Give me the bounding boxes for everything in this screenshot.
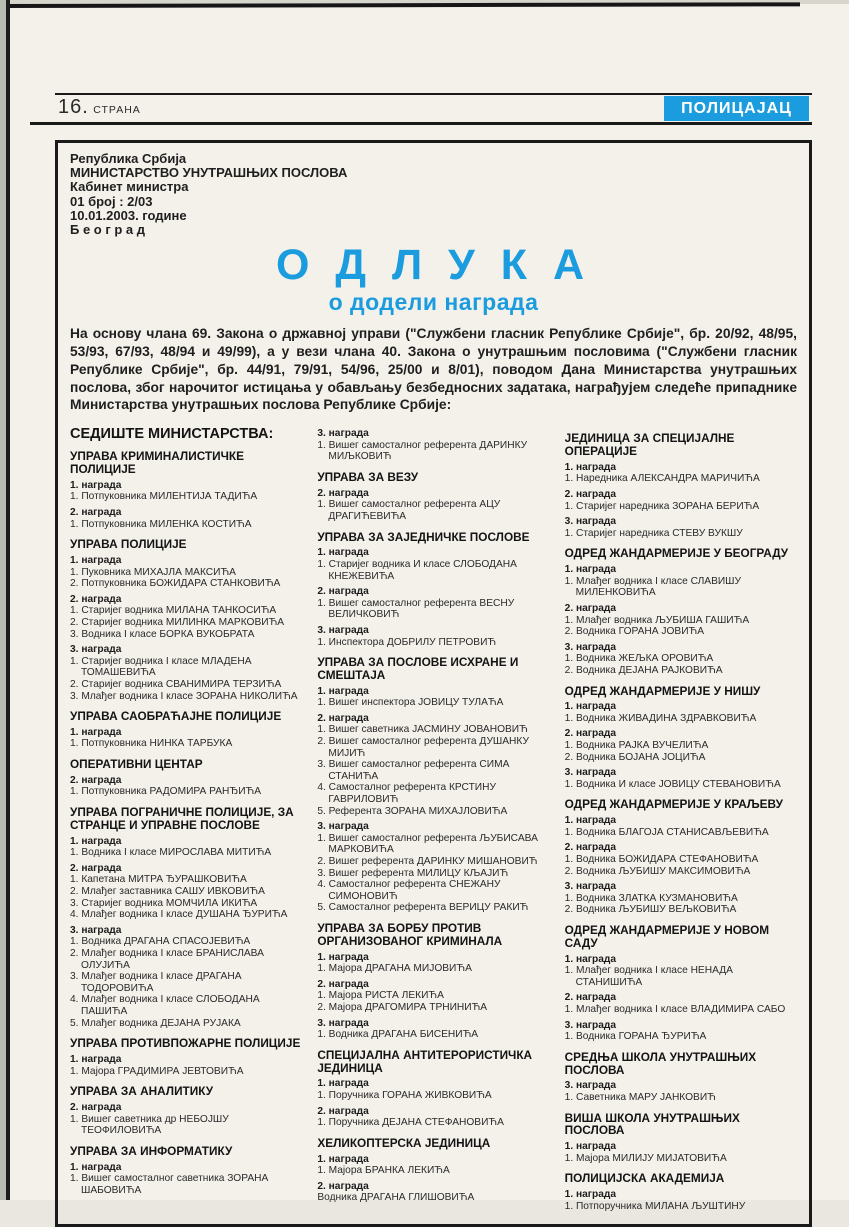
recipient-item: 2. Водника ЉУБИШУ МАКСИМОВИЋА	[564, 865, 751, 877]
decision-document-box	[55, 140, 812, 1227]
award-label: 2. награда	[70, 862, 122, 874]
recipient-item: 1. Вишег самосталног референта ВЕСНУ ВЕЛИЧКОВИЋ	[317, 597, 515, 621]
award-label: 1. награда	[317, 951, 369, 963]
recipient-item: 1. Водника ЖЕЉКА ОРОВИЋА	[564, 653, 714, 665]
award-label: 2. награда	[564, 992, 617, 1004]
recipient-item: 2. Водника ДЕЈАНА РАЈКОВИЋА	[564, 664, 723, 676]
recipient-item: 3. Млађег водника I класе ЗОРАНА НИКОЛИЋА	[70, 690, 298, 702]
recipient-item: 1. Инспектора ДОБРИЛУ ПЕТРОВИЋ	[317, 636, 497, 648]
recipient-item: 1. Водника РАЈКА ВУЧЕЛИЋА	[564, 740, 709, 752]
letterhead-line: Република Србија	[70, 151, 187, 166]
award-label: 3. награда	[70, 644, 122, 656]
section-heading: ОДРЕД ЖАНДАРМЕРИЈЕ У НОВОМ САДУ	[564, 923, 770, 950]
recipient-item: 1. Потпуковника МИЛЕНТИЈА ТАДИЋА	[70, 491, 258, 503]
recipient-item: 1. Водника I класе МИРОСЛАВА МИТИЋА	[70, 847, 272, 859]
recipient-item: 1. Потпуковника НИНКА ТАРБУКА	[70, 738, 233, 750]
recipient-item: 2. Потпуковника БОЖИДАРА СТАНКОВИЋА	[70, 578, 281, 590]
recipient-item: 3. Вишег референта МИЛИЦУ КЉАЈИЋ	[317, 867, 509, 879]
award-label: 3. награда	[564, 767, 617, 779]
section-heading: УПРАВА ЗА ВЕЗУ	[317, 469, 419, 484]
award-label: 1. награда	[564, 461, 617, 473]
recipient-item: 1. Водника БОЖИДАРА СТЕФАНОВИЋА	[564, 854, 759, 866]
recipient-item: 2. Старијег водника МИЛИНКА МАРКОВИЋА	[70, 616, 285, 628]
recipient-item: 1. Вишег самосталног референта ДАРИНКУ МИЉКОВИЋ	[317, 439, 528, 463]
award-label: 1. награда	[317, 685, 369, 697]
recipient-item: 1. Мајора РИСТА ЛЕКИЋА	[317, 990, 444, 1002]
recipient-item: 1. Старијег наредника ЗОРАНА БЕРИЋА	[564, 500, 760, 512]
award-label: 2. награда	[317, 1105, 369, 1117]
recipient-item: 1. Млађег водника I класе СЛАВИШУ МИЛЕНКОВИЋА	[564, 575, 741, 599]
award-columns	[70, 424, 797, 1212]
recipient-item: 1. Млађег водника ЉУБИША ГАШИЋА	[564, 614, 750, 626]
award-label: 3. награда	[564, 641, 617, 653]
recipient-item: 1. Мајора МИЛИЈУ МИЈАТОВИЋА	[564, 1152, 727, 1164]
recipient-item: 1. Водника ГОРАНА ЂУРИЋА	[564, 1031, 707, 1043]
recipient-item: 1. Мајора ДРАГАНА МИЈОВИЋА	[317, 963, 472, 975]
award-label: 1. награда	[564, 1189, 617, 1201]
recipient-item: 1. Водника БЛАГОЈА СТАНИСАВЉЕВИЋА	[564, 826, 769, 838]
recipient-item: 1. Потпуковника РАДОМИРА РАНЂИЋА	[70, 786, 262, 798]
recipient-item: 5. Самосталног референта ВЕРИЦУ РАКИЋ	[317, 902, 529, 914]
award-label: 2. награда	[564, 602, 617, 614]
section-heading: ВИША ШКОЛА УНУТРАШЊИХ ПОСЛОВА	[564, 1110, 740, 1138]
recipient-item: 1. Поручника ГОРАНА ЖИВКОВИЋА	[317, 1089, 492, 1101]
award-label: 1. награда	[564, 815, 617, 827]
award-label: 2. награда	[317, 586, 369, 598]
award-label: 1. награда	[564, 701, 617, 713]
recipient-item: 4. Самосталног референта СНЕЖАНУ СИМОНОВИЋ	[317, 879, 501, 902]
award-label: 1. награда	[70, 479, 122, 491]
recipient-item: 2. Водника БОЈАНА ЈОЦИЋА	[564, 751, 706, 763]
award-label: 2. награда	[564, 728, 617, 740]
recipient-item: 5. Референта ЗОРАНА МИХАЈЛОВИЋА	[317, 805, 508, 817]
recipient-item: 5. Млађег водника ДЕЈАНА РУЈАКА	[70, 1017, 241, 1029]
award-label: 3. награда	[564, 1019, 617, 1031]
award-label: 3. награда	[70, 924, 122, 936]
recipient-item: 1. Млађег водника I класе ВЛАДИМИРА САБО	[564, 1003, 786, 1015]
page-number: 16.	[58, 96, 89, 118]
column-2	[317, 424, 549, 1204]
recipient-item: 2. Млађег заставника САШУ ИВКОВИЋА	[70, 886, 265, 898]
section-heading: УПРАВА САОБРАЋАЈНЕ ПОЛИЦИЈЕ	[70, 709, 282, 724]
recipient-item: 1. Поручника ДЕЈАНА СТЕФАНОВИЋА	[317, 1117, 504, 1129]
section-heading: УПРАВА ЗА БОРБУ ПРОТИВ ОРГАНИЗОВАНОГ КРИМИНАЛА	[317, 920, 503, 948]
header-rule-bottom	[30, 122, 812, 125]
section-heading: ОПЕРАТИВНИ ЦЕНТАР	[70, 757, 203, 772]
recipient-item: 1. Старијег водника I класе МЛАДЕНА ТОМАШЕВИЋА	[70, 655, 252, 679]
recipient-item: 1. Вишег саветника др НЕБОЈШУ ТЕОФИЛОВИЋА	[70, 1113, 229, 1137]
recipient-item: 1. Старијег водника МИЛАНА ТАНКОСИЋА	[70, 605, 277, 617]
recipient-item: 1. Потпуковника МИЛЕНКА КОСТИЋА	[70, 518, 252, 530]
award-label: 3. награда	[317, 624, 369, 636]
section-heading: ОДРЕД ЖАНДАРМЕРИЈЕ У НИШУ	[564, 683, 761, 698]
section-heading: УПРАВА ЗА ИНФОРМАТИКУ	[70, 1143, 233, 1158]
award-label: 1. награда	[317, 1078, 369, 1090]
recipient-item: 1. Вишег самосталног референта АЦУ ДРАГИЋЕВИЋА	[317, 499, 501, 522]
award-label: 2. награда	[317, 978, 369, 990]
recipient-item: 1. Вишег самосталног саветника ЗОРАНА ШАБОВИЋА	[70, 1173, 269, 1196]
recipient-item: 1. Старијег наредника СТЕВУ ВУКШУ	[564, 527, 743, 539]
recipient-item: 1. Капетана МИТРА ЂУРАШКОВИЋА	[70, 874, 247, 886]
recipient-item: 2. Старијег водника СВАНИМИРА ТЕРЗИЋА	[70, 678, 282, 690]
recipient-item: 1. Старијег водника И класе СЛОБОДАНА КНЕЖЕВИЋА	[317, 558, 517, 582]
section-heading: УПРАВА ЗА ПОСЛОВЕ ИСХРАНЕ И СМЕШТАЈА	[317, 655, 519, 682]
award-label: 3. награда	[317, 821, 369, 833]
award-label: 3. награда	[564, 516, 617, 528]
recipient-item: 2. Мајора ДРАГОМИРА ТРНИНИЋА	[317, 1001, 488, 1013]
recipient-item: 1. Вишег саветника ЈАСМИНУ ЈОВАНОВИЋ	[317, 724, 528, 736]
award-label: 2. награда	[317, 487, 369, 499]
column-3	[565, 424, 797, 1212]
award-label: 1. награда	[564, 564, 617, 576]
intro-paragraph: На основу члана 69. Закона о државној управи ("Службени гласник Републике Србије", бр. 20/92, 48/95, 53/93, 67/93, 48/94 и 49/99), а у вези члана 40. Закона о унутрашњим пословима ("Службени гласник Републике Србије", бр. 44/91, 79/91, 54/96, 25/00 и 8/01), поводом Дана Министарства унутрашњих послова, због нарочитог истицања у обављању безбедносних задатака, награђујем следеће припаднике Министарства унутрашњих послова Републике Србије:	[70, 326, 797, 413]
section-heading: УПРАВА ПОГРАНИЧНЕ ПОЛИЦИЈЕ, ЗА СТРАНЦЕ И УПРАВНЕ ПОСЛОВЕ	[70, 805, 294, 832]
award-label: 1. награда	[70, 1053, 122, 1065]
recipient-item: 1. Млађег водника I класе НЕНАДА СТАНИШИЋА	[564, 965, 733, 988]
recipient-item: 1. Саветника МАРУ ЈАНКОВИЋ	[564, 1091, 716, 1103]
document-title: О Д Л У К А	[275, 241, 592, 290]
recipient-item: 4. Млађег водника I класе СЛОБОДАНА ПАШИЋА	[70, 994, 260, 1017]
recipient-item: 2. Млађег водника I класе БРАНИСЛАВА ОЛУЈИЋА	[70, 948, 264, 971]
award-label: 2. награда	[317, 712, 369, 724]
recipient-item: 1. Наредника АЛЕКСАНДРА МАРИЧИЋА	[564, 473, 760, 485]
letterhead-line: Кабинет министра	[70, 179, 189, 195]
recipient-item: 1. Водника ДРАГАНА БИСЕНИЋА	[317, 1029, 479, 1041]
section-heading: ЈЕДИНИЦА ЗА СПЕЦИЈАЛНЕ ОПЕРАЦИЈЕ	[564, 431, 735, 458]
recipient-item: 1. Водника ДРАГАНА СПАСОЈЕВИЋА	[70, 936, 251, 948]
recipient-item: 1. Водника И класе ЈОВИЦУ СТЕВАНОВИЋА	[564, 778, 781, 790]
recipient-item: Водника ДРАГАНА ГЛИШОВИЋА	[317, 1192, 475, 1204]
section-heading: ОДРЕД ЖАНДАРМЕРИЈЕ У КРАЉЕВУ	[564, 797, 783, 812]
recipient-item: 4. Самосталног референта КРСТИНУ ГАВРИЛОВИЋ	[317, 782, 496, 806]
section-heading: ОДРЕД ЖАНДАРМЕРИЈЕ У БЕОГРАДУ	[564, 546, 789, 561]
award-label: 3. награда	[564, 1080, 617, 1092]
letterhead-line: МИНИСТАРСТВО УНУТРАШЊИХ ПОСЛОВА	[70, 165, 348, 181]
award-label: 1. награда	[70, 726, 122, 738]
section-heading: СРЕДЊА ШКОЛА УНУТРАШЊИХ ПОСЛОВА	[564, 1049, 757, 1077]
recipient-item: 3. Водника I класе БОРКА ВУКОБРАТА	[70, 628, 255, 640]
award-label: 1. награда	[70, 554, 122, 566]
letterhead-line: 10.01.2003. године	[70, 207, 187, 223]
recipient-item: 1. Мајора ГРАДИМИРА ЈЕВТОВИЋА	[70, 1065, 244, 1077]
letterhead	[70, 152, 797, 237]
award-label: 3. награда	[317, 428, 369, 440]
section-heading: УПРАВА КРИМИНАЛИСТИЧКЕ ПОЛИЦИЈЕ	[70, 449, 244, 476]
letterhead-line: Б е о г р а д	[70, 222, 146, 238]
section-heading: СПЕЦИЈАЛНА АНТИТЕРОРИСТИЧКА ЈЕДИНИЦА	[317, 1047, 533, 1075]
section-heading: УПРАВА ЗА ЗАЈЕДНИЧКЕ ПОСЛОВЕ	[317, 529, 530, 544]
letterhead-line: 01 број : 2/03	[70, 193, 153, 209]
recipient-item: 2. Водника ЉУБИШУ ВЕЉКОВИЋА	[564, 904, 737, 916]
award-label: 2. награда	[70, 774, 122, 786]
award-label: 1. награда	[564, 953, 617, 965]
award-label: 2. награда	[70, 506, 122, 518]
award-label: 2. награда	[70, 1101, 122, 1113]
award-label: 1. награда	[564, 1141, 617, 1153]
recipient-item: 1. Водника ЖИВАДИНА ЗДРАВКОВИЋА	[564, 712, 757, 724]
section-lead-heading: СЕДИШТЕ МИНИСТАРСТВА:	[70, 426, 274, 443]
recipient-item: 3. Старијег водника МОМЧИЛА ИКИЋА	[70, 897, 258, 909]
page-number-label	[58, 96, 141, 119]
recipient-item: 2. Вишег референта ДАРИНКУ МИШАНОВИЋ	[317, 856, 538, 868]
section-heading: ХЕЛИКОПТЕРСКА ЈЕДИНИЦА	[317, 1135, 491, 1150]
recipient-item: 1. Вишег инспектора ЈОВИЦУ ТУЛАЋА	[317, 697, 504, 709]
masthead-badge: ПОЛИЦАЈАЦ	[664, 96, 809, 121]
recipient-item: 1. Мајора БРАНКА ЛЕКИЋА	[317, 1165, 450, 1177]
page-word: СТРАНА	[93, 104, 141, 116]
award-label: 1. награда	[70, 835, 122, 847]
recipient-item: 2. Вишег самосталног референта ДУШАНКУ МИЈИЋ	[317, 736, 529, 759]
scan-top-edge	[0, 2, 800, 8]
recipient-item: 1. Вишег самосталног референта ЉУБИСАВА МАРКОВИЋА	[317, 832, 538, 856]
award-label: 1. награда	[70, 1161, 122, 1173]
award-label: 2. награда	[564, 842, 617, 854]
recipient-item: 1. Пуковника МИХАЈЛА МАКСИЋА	[70, 566, 236, 578]
recipient-item: 2. Водника ГОРАНА ЈОВИЋА	[564, 626, 705, 638]
award-label: 2. награда	[564, 488, 617, 500]
document-subtitle: о додели награда	[328, 289, 539, 316]
recipient-item: 3. Вишег самосталног референта СИМА СТАНИЋА	[317, 759, 510, 782]
recipient-item: 4. Млађег водника I класе ДУШАНА ЂУРИЋА	[70, 909, 288, 921]
section-heading: УПРАВА ПОЛИЦИЈЕ	[70, 537, 187, 552]
award-label: 1. награда	[317, 1153, 369, 1165]
recipient-item: 1. Потпоручника МИЛАНА ЉУШТИНУ	[564, 1200, 746, 1212]
award-label: 2. награда	[317, 1180, 369, 1192]
section-heading: ПОЛИЦИЈСКА АКАДЕМИЈА	[564, 1171, 725, 1186]
scan-left-edge	[6, 0, 10, 1200]
header-rule-top	[55, 93, 812, 95]
award-label: 3. награда	[317, 1017, 369, 1029]
recipient-item: 3. Млађег водника I класе ДРАГАНА ТОДОРОВИЋА	[70, 971, 242, 994]
section-heading: УПРАВА ПРОТИВПОЖАРНЕ ПОЛИЦИЈЕ	[70, 1036, 301, 1051]
column-1	[70, 424, 302, 1196]
award-label: 3. награда	[564, 881, 617, 893]
award-label: 2. награда	[70, 593, 122, 605]
recipient-item: 1. Водника ЗЛАТКА КУЗМАНОВИЋА	[564, 892, 738, 904]
award-label: 1. награда	[317, 547, 369, 559]
section-heading: УПРАВА ЗА АНАЛИТИКУ	[70, 1084, 214, 1099]
